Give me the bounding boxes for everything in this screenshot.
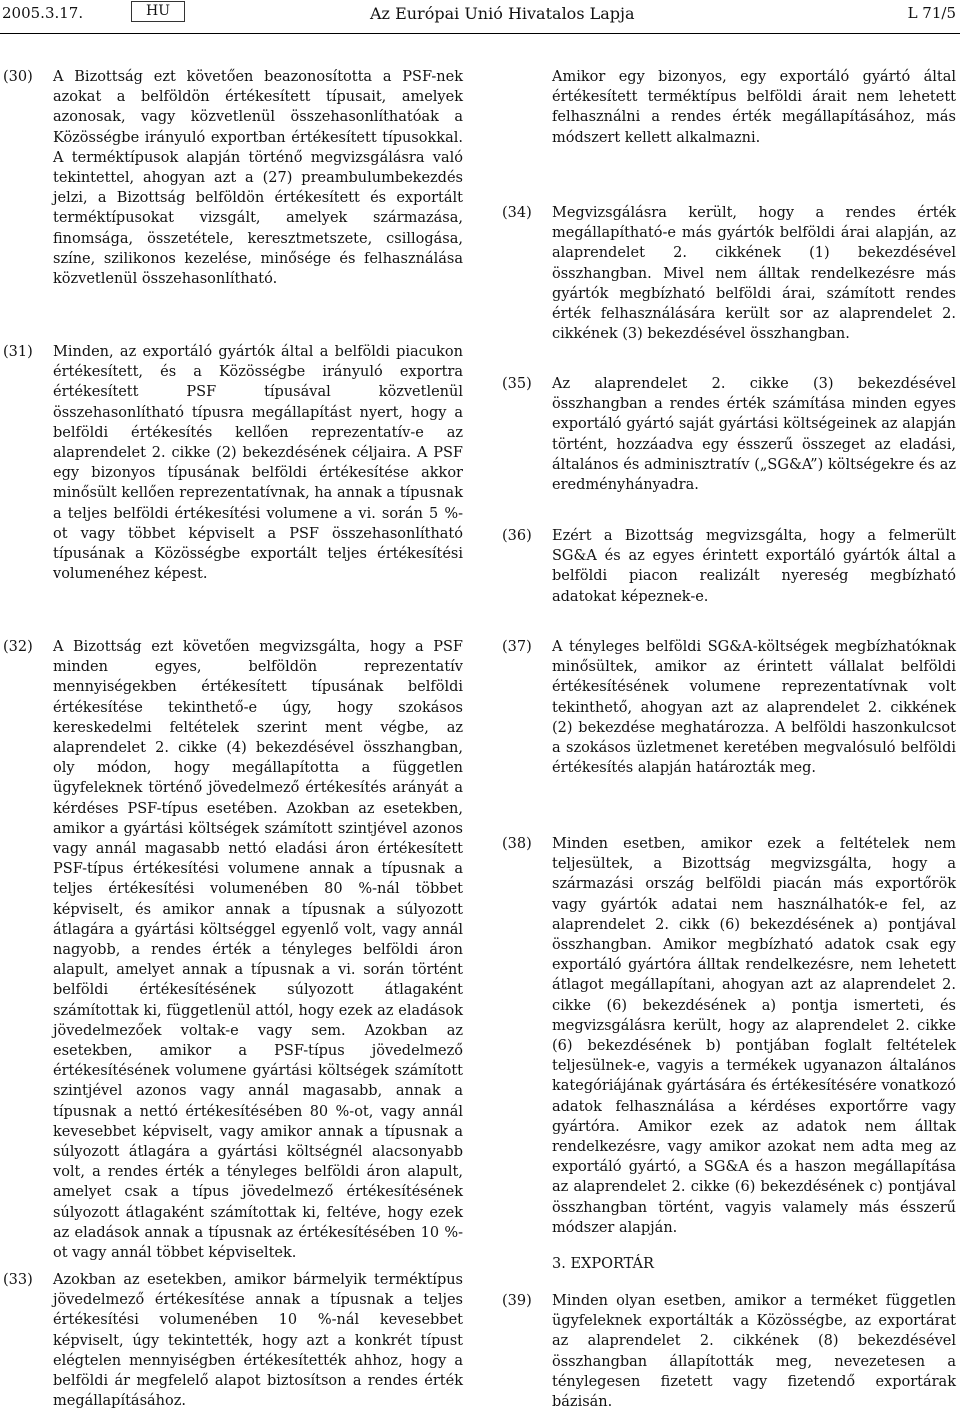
paragraph-number: (39) [502,1293,532,1309]
intro-paragraph: Amikor egy bizonyos, egy exportáló gyártó által értékesített terméktípus belföldi árait nem lehetett felhasználni a rendes érték megállapításához, más módszert kellett alkalmazni. [552,69,956,146]
page-reference: L 71/5 [907,4,956,22]
publication-date: 2005.3.17. [2,4,84,22]
journal-title: Az Európai Unió Hivatalos Lapja [370,4,635,23]
page-header [0,0,960,24]
paragraph-text: A Bizottság ezt követően megvizsgálta, hogy a PSF minden egyes, belföldön reprezentatív mennyiségekben értékesített típusának belföldi értékesítése tekinthető-e úgy, hogy szokásos kereskedelmi feltételek szerint ment végbe, az alaprendelet 2. cikke (4) bekezdésével összhangban, oly módon, hogy megállapította a független ügyfeleknek történő jövedelmező értékesítés arányát a kérdéses PSF-típus esetében. Azokban az esetekben, amikor a gyártási költségek számított szintjével azonos vagy annál magasabb nettó eladási áron értékesített PSF-típus értékesítési volumene annak a típusnak a teljes értékesítési volumenében 80 %-nál többet képviselt, és amikor annak a típusnak a súlyozott átlagára a gyártási költséggel egyenlő volt, vagy annál nagyobb, a rendes érték a tényleges belföldi áron alapult, amelyet annak a típusnak a vi. során történt belföldi értékesítésének súlyozott átlagaként számítottak ki, függetlenül attól, hogy ezek az eladások jövedelmezőek voltak-e vagy sem. Azokban az esetekben, amikor a PSF-típus jövedelmező értékesítésének volumene gyártási költségek számított szintjével azonos vagy annál magasabb, annak a típusnak a nettó értékesítésében 80 %-ot, vagy annál kevesebbet képviselt, vagy amikor annak a típusnak a súlyozott átlagára a gyártási költségnél alacsonyabb volt, a rendes érték a tényleges belföldi áron alapult, amelyet csak a típus jövedelmező értékesítésének súlyozott átlagaként számítottak ki, feltéve, hogy ezek az eladások annak a típusnak az értékesítésében 10 %-ot vagy annál többet képviseltek. [53,639,463,1262]
paragraph-number: (36) [502,528,532,544]
paragraph-number: (35) [502,376,532,392]
paragraph-number: (31) [3,344,33,360]
paragraph-text: Ezért a Bizottság megvizsgálta, hogy a felmerült SG&A és az egyes érintett exportáló gyártók által a belföldi piacon realizált nyereség megbízható adatokat képeznek-e. [552,528,956,605]
paragraph-text: Az alaprendelet 2. cikke (3) bekezdésével összhangban a rendes érték számítása minden egyes exportáló gyártó saját gyártási költségeinek az alapján történt, hozzáadva egy ésszerű összeget az eladási, általános és adminisztratív („SG&A”) költségekre és az eredményhányadra. [552,376,956,494]
paragraph-number: (32) [3,639,33,655]
paragraph-text: Minden olyan esetben, amikor a terméket független ügyfeleknek exportálták a Közösségbe, az exportárat az alaprendelet 2. cikkének (8) bekezdésével összhangban állapították meg, nevezetesen a ténylegesen fizetett vagy fizetendő exportárak bázisán. [552,1293,956,1411]
paragraph-number: (37) [502,639,532,655]
paragraph-number: (38) [502,836,532,852]
paragraph-text: Megvizsgálásra került, hogy a rendes érték megállapítható-e más gyártók belföldi árai alapján, az alaprendelet 2. cikkének (1) bekezdésével összhangban. Mivel nem álltak rendelkezésre más gyártók megbízható belföldi árai, számított rendes érték felhasználására került sor az alaprendelet 2. cikkének (3) bekezdésével összhangban. [552,205,956,343]
paragraph-number: (30) [3,69,33,85]
paragraph-text: A Bizottság ezt követően beazonosította a PSF-nek azokat a belföldön értékesített típusait, amelyek azonosak, vagy közvetlenül összehasonlíthatóak a Közösségbe irányuló exportban értékesített típusokkal. A terméktípusok alapján történő megvizsgálásra való tekintettel, ahogyan azt a (27) preambulumbekezdés jelzi, a Bizottság belföldön értékesített és exportált terméktípusokat vizsgált, amelyek származása, finomsága, összetétele, keresztmetszete, csillogása, színe, szilikonos kezelése, minősége és felhasználása közvetlenül összehasonlítható. [53,69,463,288]
paragraph-number: (34) [502,205,532,221]
paragraph-text: Azokban az esetekben, amikor bármelyik terméktípus jövedelmező értékesítése annak a típusnak a teljes értékesítési volumenében 10 %-nál kevesebbet képviselt, úgy tekintették, hogy azt a konkrét típust elégtelen mennyiségben értékesítették ahhoz, hogy a belföldi ár megfelelő alapot biztosítson a rendes érték megállapításához. [53,1272,463,1410]
paragraph-number: (33) [3,1272,33,1288]
paragraph-text: A tényleges belföldi SG&A-költségek megbízhatóknak minősültek, amikor az érintett vállalat belföldi értékesítésének volumene reprezentatívnak volt tekinthető, ahogyan azt az alaprendelet 2. cikkének (2) bekezdése meghatározza. A belföldi haszonkulcsot a szokásos üzletmenet keretében megvalósuló belföldi értékesítés alapján határozták meg. [552,639,956,777]
header-rule [0,33,960,34]
paragraph-text: Minden esetben, amikor ezek a feltételek nem teljesültek, a Bizottság megvizsgálta, hogy a származási ország belföldi piacán más exportőrök vagy gyártók adatai nem használhatók-e fel, az alaprendelet 2. cikk (6) bekezdésének a) pontjával összhangban. Amikor megbízható adatok csak egy exportáló gyártóra álltak rendelkezésre, nem lehetett átlagot megállapítani, ahogyan azt az alaprendelet 2. cikke (6) bekezdésének a) pontja ismerteti, és megvizsgálásra került, hogy az alaprendelet 2. cikke (6) bekezdésének b) pontjában foglalt feltételek teljesülnek-e, vagyis a termékek ugyanazon általános kategóriájának gyártására és értékesítésére vonatkozó adatok felhasználása a kérdéses exportőrre vagy gyártóra. Amikor ezek az adatok nem álltak rendelkezésre, vagy amikor azokat nem adta meg az exportáló gyártó, a SG&A és a haszon megállapítása az alaprendelet 2. cikke (6) bekezdésének c) pontjával összhangban történt, vagyis valamely más ésszerű módszer alapján. [552,836,956,1236]
section-heading: 3. EXPORTÁR [552,1256,654,1272]
paragraph-text: Minden, az exportáló gyártók által a belföldi piacukon értékesített, és a Közösségbe irányuló exportra értékesített PSF típusával közvetlenül összehasonlítható típusra megállapítást nyert, hogy a belföldi értékesítés kellően reprezentatív-e az alaprendelet 2. cikke (2) bekezdésének céljaira. A PSF egy bizonyos típusának belföldi értékesítése akkor minősült kellően reprezentatívnak, ha annak a típusnak a teljes belföldi értékesítési volumene a vi. során 5 %-ot vagy többet képviselt a PSF összehasonlítható típusának a Közösségbe exportált teljes értékesítési volumenéhez képest. [53,344,463,583]
language-badge: HU [131,1,185,22]
